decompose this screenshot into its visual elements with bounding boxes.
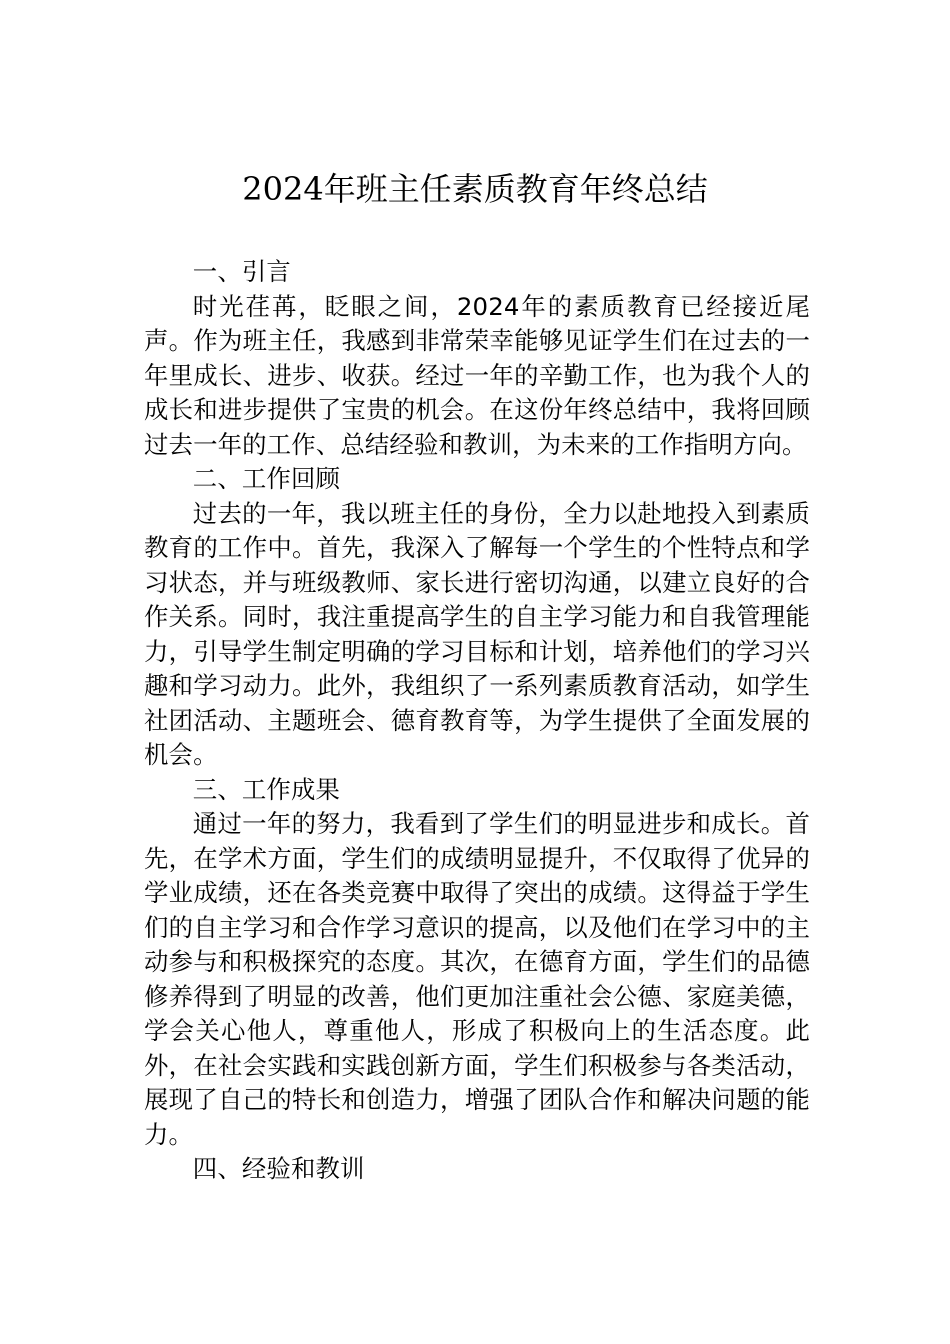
document-title: 2024年班主任素质教育年终总结 — [242, 170, 708, 208]
section-paragraph-work-review: 过去的一年，我以班主任的身份，全力以赴地投入到素质教育的工作中。首先，我深入了解每一个学生的个性特点和学习状态，并与班级教师、家长进行密切沟通，以建立良好的合作关系。同时，我注重提高学生的自主学习能力和自我管理能力，引导学生制定明确的学习目标和计划，培养他们的学习兴趣和学习动力。此外，我组织了一系列素质教育活动，如学生社团活动、主题班会、德育教育等，为学生提供了全面发展的机会。 — [144, 498, 810, 769]
section-heading-work-review: 二、工作回顾 — [192, 464, 341, 493]
section-heading-lessons: 四、经验和教训 — [192, 1154, 365, 1183]
section-heading-introduction: 一、引言 — [192, 257, 291, 286]
section-heading-work-results: 三、工作成果 — [192, 774, 341, 804]
section-paragraph-introduction: 时光荏苒，眨眼之间，2024年的素质教育已经接近尾声。作为班主任，我感到非常荣幸能够见证学生们在过去的一年里成长、进步、收获。经过一年的辛勤工作，也为我个人的成长和进步提供了宝贵的机会。在这份年终总结中，我将回顾过去一年的工作、总结经验和教训，为未来的工作指明方向。 — [144, 291, 810, 459]
section-paragraph-work-results: 通过一年的努力，我看到了学生们的明显进步和成长。首先，在学术方面，学生们的成绩明显提升，不仅取得了优异的学业成绩，还在各类竞赛中取得了突出的成绩。这得益于学生们的自主学习和合作学习意识的提高，以及他们在学习中的主动参与和积极探究的态度。其次，在德育方面，学生们的品德修养得到了明显的改善，他们更加注重社会公德、家庭美德，学会关心他人，尊重他人，形成了积极向上的生活态度。此外，在社会实践和实践创新方面，学生们积极参与各类活动，展现了自己的特长和创造力，增强了团队合作和解决问题的能力。 — [144, 809, 810, 1149]
document-body — [144, 255, 810, 1187]
